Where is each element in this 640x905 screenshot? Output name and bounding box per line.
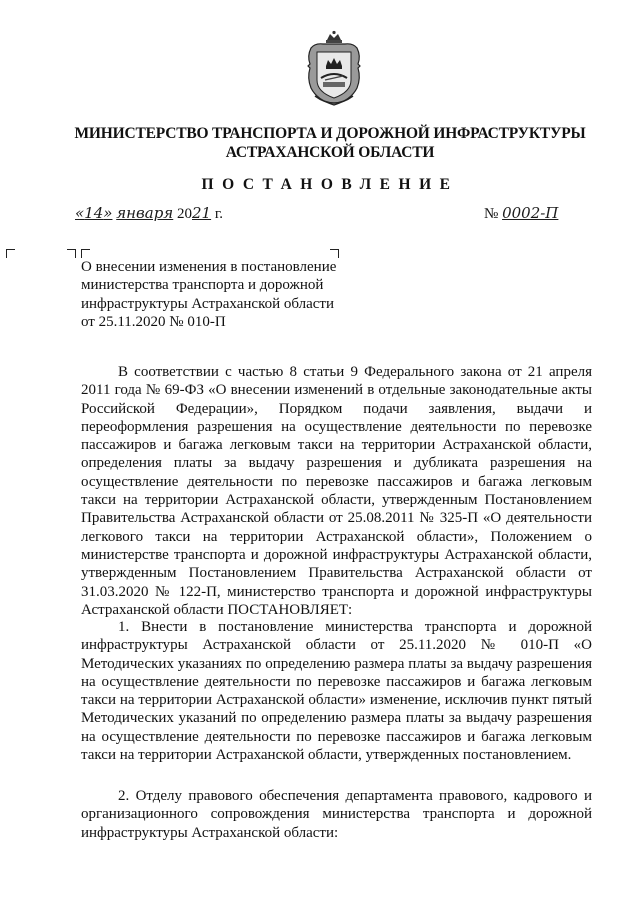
ministry-line-2: АСТРАХАНСКОЙ ОБЛАСТИ	[225, 144, 435, 161]
document-number	[484, 204, 558, 223]
date-month: января	[116, 204, 174, 222]
number-value: 0002-П	[502, 204, 559, 222]
subject-corner-mark	[330, 249, 339, 258]
date-year-suffix: 21	[192, 204, 212, 222]
number-sign: №	[484, 206, 499, 222]
subject-line: министерства транспорта и дорожной	[81, 277, 324, 294]
date-year-prefix: 20	[177, 206, 192, 222]
date-day: 14	[84, 204, 104, 222]
preamble-paragraph: В соответствии с частью 8 статьи 9 Федерального закона от 21 апреля 2011 года № 69-ФЗ «О внесении изменений в отдельные законодательные акты Российской Федерации», Порядком подачи заявления, выдачи и переоформления разрешения на осуществление деятельности по перевозке пассажиров и багажа легковым такси на территории Астраханской области, определения платы за выдачу разрешения и дубликата разрешения на осуществление деятельности по перевозке пассажиров и багажа легковым такси на территории Астраханской области, утвержденным Постановлением Правительства Астраханской области от 25.08.2011 № 325-П «О деятельности легкового такси на территории Астраханской области», Положением о министерстве транспорта и дорожной инфраструктуры Астраханской области, утвержденным Постановлением Правительства Астраханской области от 31.03.2020 № 122-П, министерство транспорта и дорожной инфраструктуры Астраханской области ПОСТАНОВЛЯЕТ:	[81, 364, 592, 618]
date-close-quote: »	[103, 204, 113, 222]
margin-corner-mark	[67, 249, 76, 258]
subject-line: О внесении изменения в постановление	[81, 259, 337, 275]
date-year-unit: г.	[214, 206, 224, 222]
document-date	[75, 204, 223, 223]
document-type-title: ПОСТАНОВЛЕНИЕ	[201, 176, 459, 193]
subject-line: от 25.11.2020 № 010-П	[81, 313, 226, 330]
subject-line: инфраструктуры Астраханской области	[81, 295, 335, 312]
ministry-name	[60, 124, 600, 162]
margin-corner-mark	[6, 249, 15, 258]
clause-2-paragraph: 2. Отделу правового обеспечения департамента правового, кадрового и организационного сопровождения министерства транспорта и дорожной инфраструктуры Астраханской области:	[81, 788, 592, 841]
clause-1-paragraph: 1. Внести в постановление министерства транспорта и дорожной инфраструктуры Астраханской области от 25.11.2020 № 010-П «О Методических указаниях по определению размера платы за выдачу разрешения на осуществление деятельности по перевозке пассажиров и багажа легковым такси на территории Астраханской области» изменение, исключив пункт пятый Методических указаний по определению размера платы за выдачу разрешения на осуществление деятельности по перевозке пассажиров и багажа легковым такси на территории Астраханской области, утвержденных постановлением.	[81, 619, 592, 764]
document-subject	[81, 258, 381, 331]
coat-of-arms-icon	[303, 30, 365, 108]
subject-corner-mark	[81, 249, 90, 258]
ministry-line-1: МИНИСТЕРСТВО ТРАНСПОРТА И ДОРОЖНОЙ ИНФРАСТРУКТУРЫ	[74, 125, 586, 142]
date-open-quote: «	[75, 204, 85, 222]
